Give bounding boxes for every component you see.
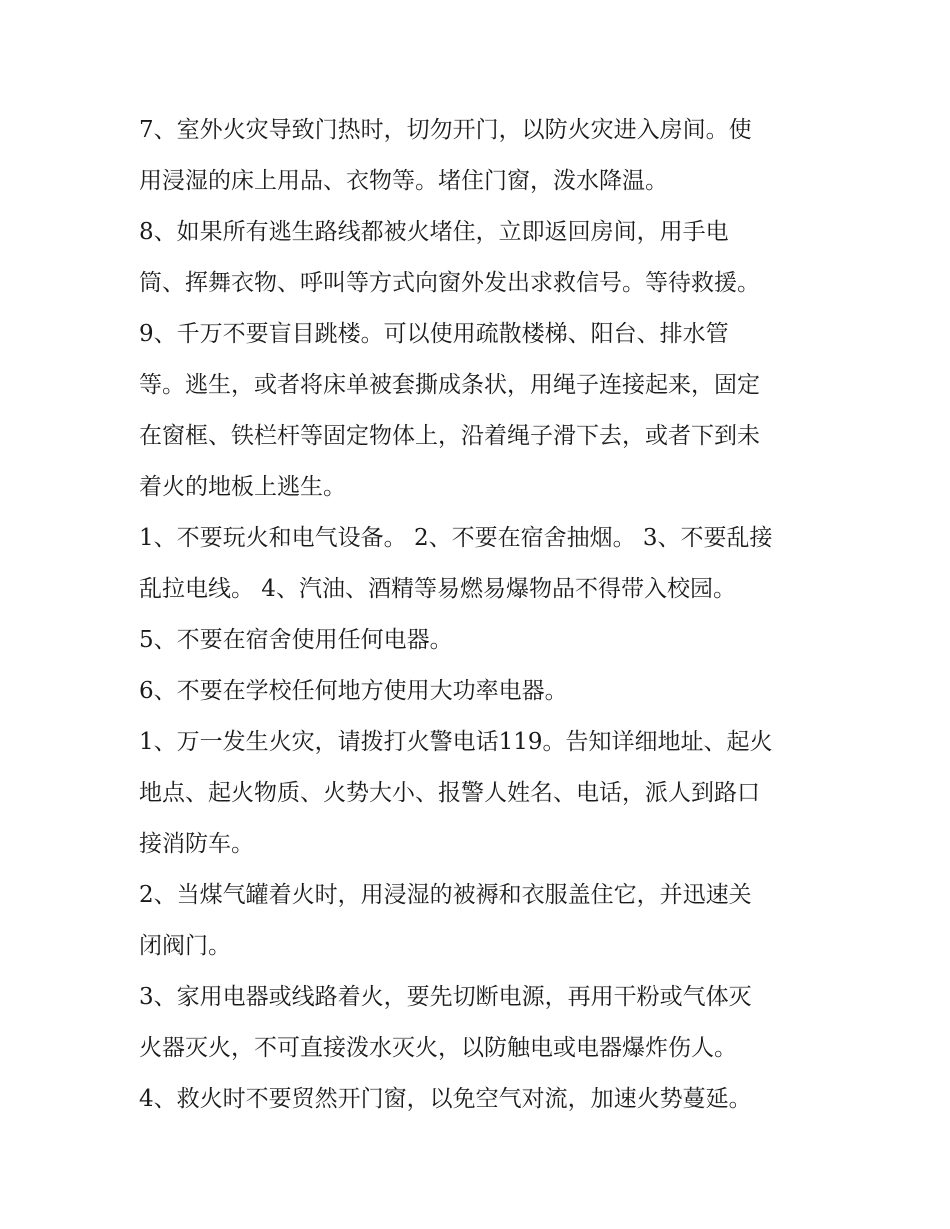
text-line: 等。逃生，或者将床单被套撕成条状，用绳子连接起来，固定	[139, 372, 760, 398]
text-line: 着火的地板上逃生。	[139, 474, 346, 500]
text-line: 闭阀门。	[139, 933, 231, 959]
text-line: 7、室外火灾导致门热时，切勿开门，以防火灾进入房间。使	[139, 117, 752, 143]
text-line: 8、如果所有逃生路线都被火堵住，立即返回房间，用手电	[139, 219, 729, 245]
text-line: 用浸湿的床上用品、衣物等。堵住门窗，泼水降温。	[139, 168, 668, 194]
text-line: 5、不要在宿舍使用任何电器。	[139, 627, 453, 653]
text-line: 3、家用电器或线路着火，要先切断电源，再用干粉或气体灭	[139, 984, 752, 1010]
document-body	[139, 105, 819, 1125]
text-line: 筒、挥舞衣物、呼叫等方式向窗外发出求救信号。等待救援。	[139, 270, 760, 296]
text-line: 2、当煤气罐着火时，用浸湿的被褥和衣服盖住它，并迅速关	[139, 882, 752, 908]
text-line: 6、不要在学校任何地方使用大功率电器。	[139, 678, 568, 704]
text-line: 乱拉电线。 4、汽油、酒精等易燃易爆物品不得带入校园。	[139, 576, 736, 602]
text-line: 接消防车。	[139, 831, 254, 857]
text-line: 火器灭火，不可直接泼水灭火，以防触电或电器爆炸伤人。	[139, 1035, 737, 1061]
text-line: 1、万一发生火灾，请拨打火警电话119。告知详细地址、起火	[139, 729, 773, 755]
text-line: 1、不要玩火和电气设备。 2、不要在宿舍抽烟。 3、不要乱接	[139, 525, 773, 551]
text-line: 9、千万不要盲目跳楼。可以使用疏散楼梯、阳台、排水管	[139, 321, 729, 347]
text-line: 在窗框、铁栏杆等固定物体上，沿着绳子滑下去，或者下到未	[139, 423, 760, 449]
text-line: 地点、起火物质、火势大小、报警人姓名、电话，派人到路口	[139, 780, 760, 806]
text-line: 4、救火时不要贸然开门窗，以免空气对流，加速火势蔓延。	[139, 1086, 752, 1112]
